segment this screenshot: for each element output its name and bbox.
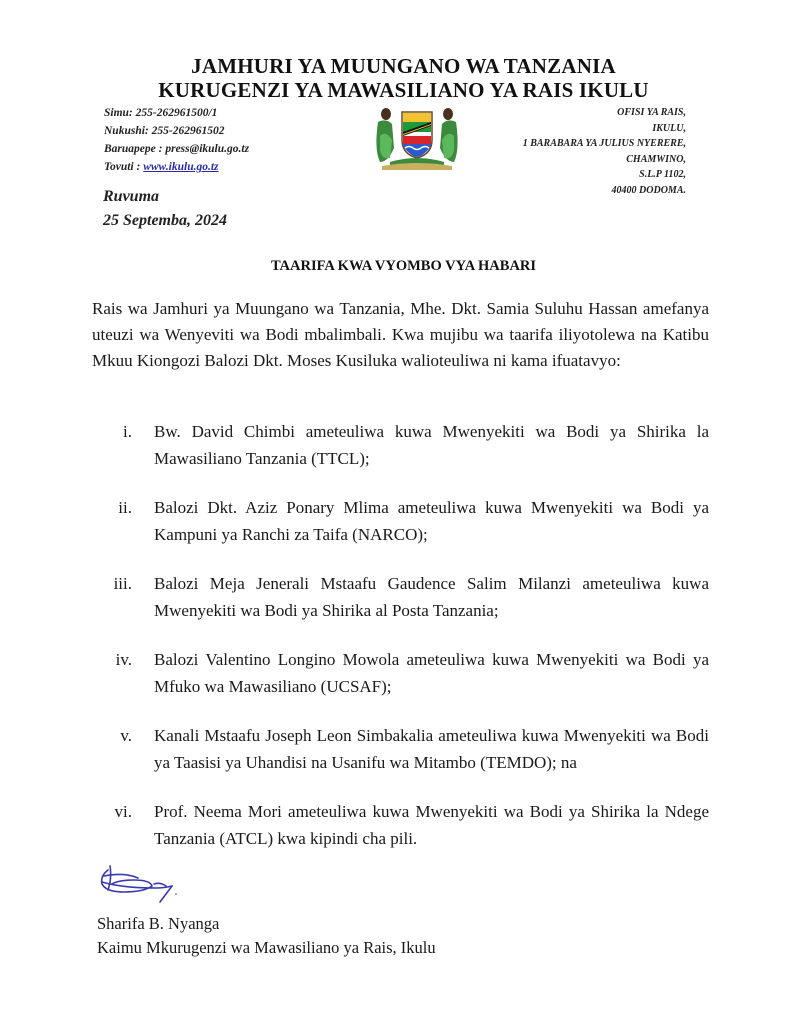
list-text: Prof. Neema Mori ameteuliwa kuwa Mwenyekiti wa Bodi ya Shirika la Ndege Tanzania (ATCL) kwa kipindi cha pili. xyxy=(154,802,709,848)
signer-block xyxy=(97,912,436,960)
contact-value: press@ikulu.go.tz xyxy=(165,143,250,155)
list-item xyxy=(92,418,709,472)
appointments-list xyxy=(92,418,709,874)
address-line: CHAMWINO, xyxy=(626,153,686,165)
contact-value: 255-262961502 xyxy=(151,125,225,137)
contact-label: Nukushi: xyxy=(104,125,149,137)
address-line: 1 BARABARA YA JULIUS NYERERE, xyxy=(522,138,686,149)
document-heading: TAARIFA KWA VYOMBO VYA HABARI xyxy=(270,258,537,274)
contact-website xyxy=(104,158,249,176)
list-number: iii. xyxy=(113,574,132,593)
list-text: Balozi Dkt. Aziz Ponary Mlima ameteuliwa kuwa Mwenyekiti wa Bodi ya Kampuni ya Ranchi za Taifa (NARCO); xyxy=(154,498,709,544)
date: 25 Septemba, 2024 xyxy=(103,212,227,229)
list-item xyxy=(92,570,709,624)
title-line-2: KURUGENZI YA MAWASILIANO YA RAIS IKULU xyxy=(158,78,649,102)
contact-label: Tovuti : xyxy=(104,161,141,173)
address-line: 40400 DODOMA. xyxy=(611,184,686,196)
address-line: S.L.P 1102, xyxy=(639,169,686,180)
signature-icon xyxy=(94,862,194,906)
address-block xyxy=(523,105,686,198)
address-line: OFISI YA RAIS, xyxy=(617,107,686,118)
list-text: Balozi Meja Jenerali Mstaafu Gaudence Salim Milanzi ameteuliwa kuwa Mwenyekiti wa Bodi ya Shirika al Posta Tanzania; xyxy=(154,574,709,620)
list-item xyxy=(92,494,709,548)
contact-block xyxy=(104,104,249,176)
contact-label: Simu: xyxy=(104,107,133,119)
list-number: i. xyxy=(123,422,132,441)
contact-fax xyxy=(104,122,249,140)
address-line: IKULU, xyxy=(652,122,686,134)
place-date-block xyxy=(103,185,227,233)
list-number: vi. xyxy=(114,802,132,821)
contact-value: 255-262961500/1 xyxy=(135,107,218,119)
list-number: v. xyxy=(120,726,132,745)
signer-name: Sharifa B. Nyanga xyxy=(97,914,220,933)
list-item xyxy=(92,646,709,700)
intro-paragraph: Rais wa Jamhuri ya Muungano wa Tanzania, Mhe. Dkt. Samia Suluhu Hassan amefanya uteuzi wa Wenyeviti wa Bodi mbalimbali. Kwa mujibu wa taarifa iliyotolewa na Katibu Mkuu Kiongozi Balozi Dkt. Moses Kusiluka walioteuliwa ni kama ifuatavyo: xyxy=(92,299,709,370)
list-item xyxy=(92,722,709,776)
place: Ruvuma xyxy=(103,188,160,205)
website-link[interactable]: www.ikulu.go.tz xyxy=(143,161,219,173)
signer-title: Kaimu Mkurugenzi wa Mawasiliano ya Rais, Ikulu xyxy=(97,938,436,957)
contact-phone xyxy=(104,104,249,122)
contact-label: Baruapepe : xyxy=(104,143,163,155)
contact-email xyxy=(104,140,249,158)
list-number: ii. xyxy=(118,498,132,517)
list-item xyxy=(92,798,709,852)
list-text: Balozi Valentino Longino Mowola ameteuliwa kuwa Mwenyekiti wa Bodi ya Mfuko wa Mawasiliano (UCSAF); xyxy=(154,650,709,696)
coat-of-arms-icon xyxy=(372,100,462,172)
list-number: iv. xyxy=(115,650,132,669)
list-text: Bw. David Chimbi ameteuliwa kuwa Mwenyekiti wa Bodi ya Shirika la Mawasiliano Tanzania (TTCL); xyxy=(154,422,709,468)
title-line-1: JAMHURI YA MUUNGANO WA TANZANIA xyxy=(191,54,616,78)
list-text: Kanali Mstaafu Joseph Leon Simbakalia ameteuliwa kuwa Mwenyekiti wa Bodi ya Taasisi ya Uhandisi na Usanifu wa Mitambo (TEMDO); na xyxy=(154,726,709,772)
